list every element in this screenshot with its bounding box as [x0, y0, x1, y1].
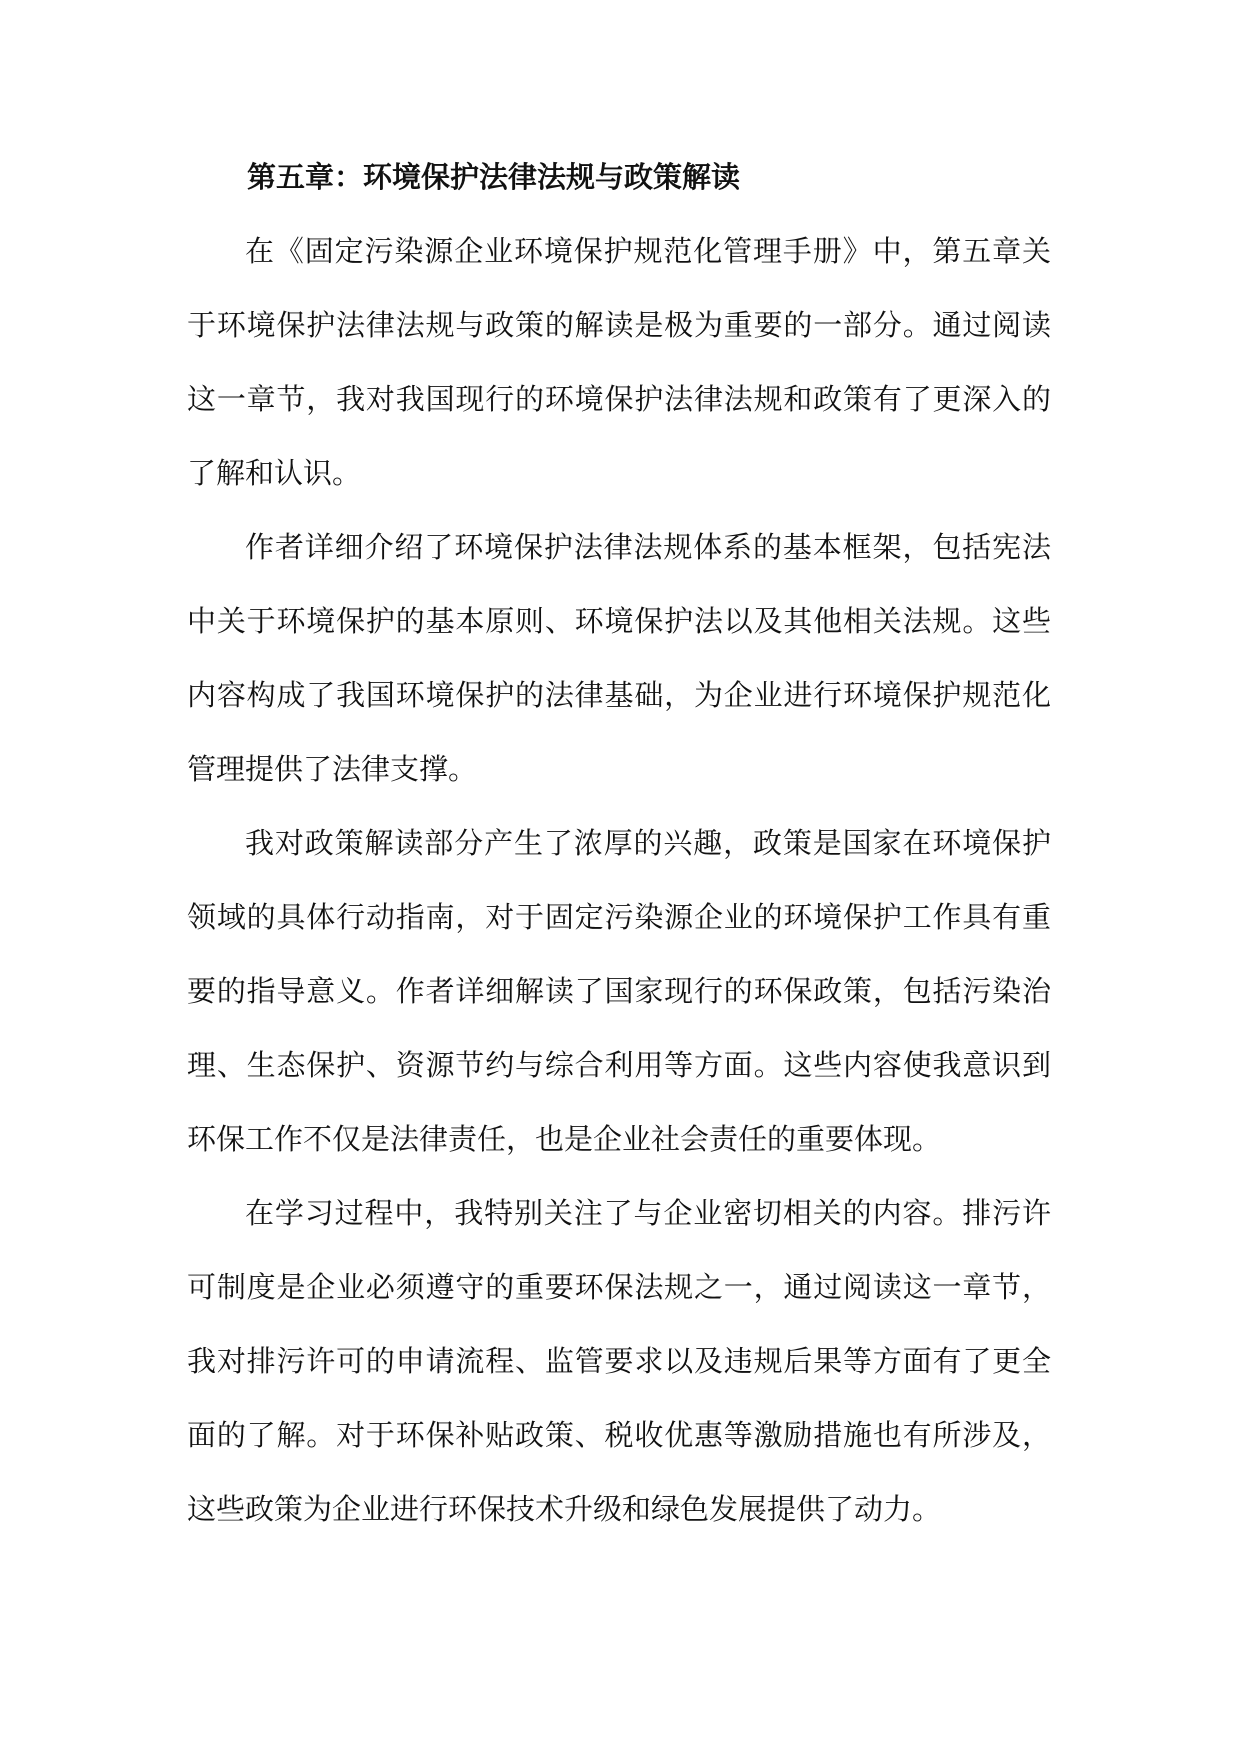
paragraph-4: 在学习过程中，我特别关注了与企业密切相关的内容。排污许可制度是企业必须遵守的重要环保法规之一，通过阅读这一章节，我对排污许可的申请流程、监管要求以及违规后果等方面有了更全面的了解。对于环保补贴政策、税收优惠等激励措施也有所涉及，这些政策为企业进行环保技术升级和绿色发展提供了动力。 — [187, 1196, 1051, 1526]
paragraph-3: 我对政策解读部分产生了浓厚的兴趣，政策是国家在环境保护领域的具体行动指南，对于固定污染源企业的环境保护工作具有重要的指导意义。作者详细解读了国家现行的环保政策，包括污染治理、生态保护、资源节约与综合利用等方面。这些内容使我意识到环保工作不仅是法律责任，也是企业社会责任的重要体现。 — [187, 826, 1051, 1156]
paragraph-1: 在《固定污染源企业环境保护规范化管理手册》中，第五章关于环境保护法律法规与政策的解读是极为重要的一部分。通过阅读这一章节，我对我国现行的环境保护法律法规和政策有了更深入的了解和认识。 — [187, 234, 1051, 490]
paragraph-2: 作者详细介绍了环境保护法律法规体系的基本框架，包括宪法中关于环境保护的基本原则、环境保护法以及其他相关法规。这些内容构成了我国环境保护的法律基础，为企业进行环境保护规范化管理提供了法律支撑。 — [187, 530, 1051, 786]
chapter-heading: 第五章：环境保护法律法规与政策解读 — [247, 160, 741, 194]
document-body — [187, 140, 1051, 1546]
